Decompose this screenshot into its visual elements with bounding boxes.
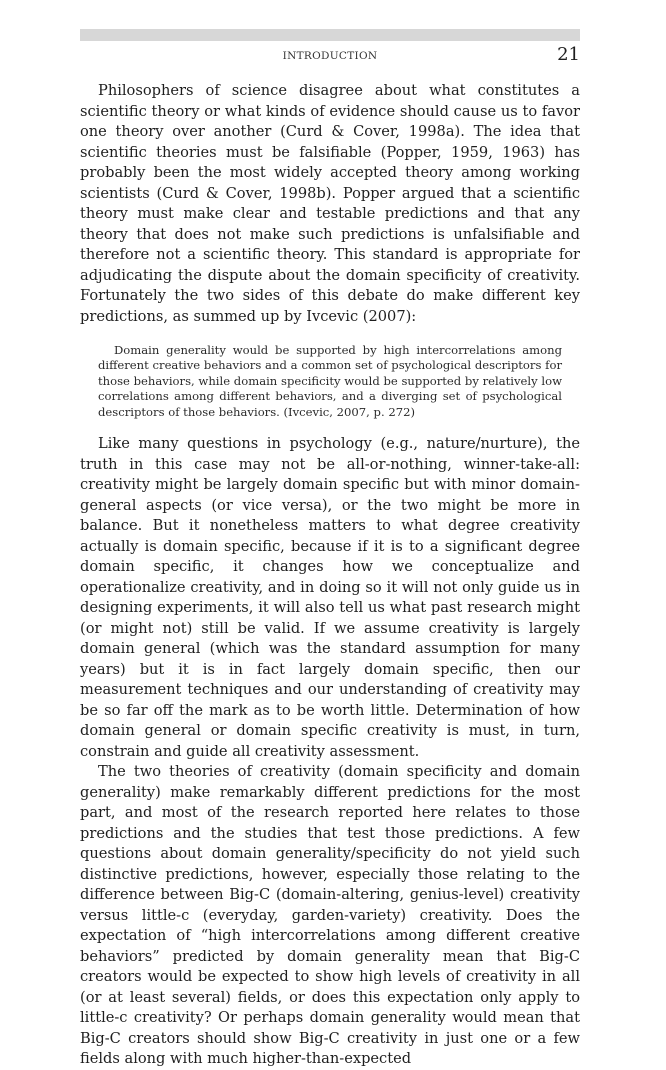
running-head: INTRODUCTION	[282, 50, 378, 62]
page-number: 21	[557, 44, 580, 65]
header-rule	[80, 29, 580, 41]
body-paragraph-1: Philosophers of science disagree about what constitutes a scientific theory or what kinds of evidence should cause us to favor one theory over another (Curd & Cover, 1998a). The idea that scientific theories must be falsifiable (Popper, 1959, 1963) has probably been the most widely accepted theory among working scientists (Curd & Cover, 1998b). Popper argued that a scientific theory must make clear and testable predictions and that any theory that does not make such predictions is unfalsifiable and therefore not a scientific theory. This standard is appropriate for adjudicating the dispute about the domain specificity of creativity. Fortunately the two sides of this debate do make different key predictions, as summed up by Ivcevic (2007):	[80, 82, 580, 325]
page-body	[80, 81, 580, 1070]
page-header	[80, 44, 580, 68]
body-paragraph-2: Like many questions in psychology (e.g., nature/nurture), the truth in this case may not be all-or-nothing, winner-take-all: creativity might be largely domain specific but with minor domain-general aspects (or vice versa), or the two might be more in balance. But it nonetheless matters to what degree creativity actually is domain specific, because if it is to a significant degree domain specific, it changes how we conceptualize and operationalize creativity, and in doing so it will not only guide us in designing experiments, it will also tell us what past research might (or might not) still be valid. If we assume creativity is largely domain general (which was the standard assumption for many years) but it is in fact largely domain specific, then our measurement techniques and our understanding of creativity may be so far off the mark as to be worth little. Determination of how domain general or domain specific creativity is must, in turn, constrain and guide all creativity assessment.	[80, 435, 580, 760]
block-quote: Domain generality would be supported by high intercorrelations among different creative behaviors and a common set of psychological descriptors for those behaviors, while domain specificity would be supported by relatively low correlations among different behaviors, and a diverging set of psychological descriptors of those behaviors. (Ivcevic, 2007, p. 272)	[98, 343, 562, 419]
body-paragraph-3: The two theories of creativity (domain specificity and domain generality) make remarkably different predictions for the most part, and most of the research reported here relates to those predictions and the studies that test those predictions. A few questions about domain generality/specificity do not yield such distinctive predictions, however, especially those relating to the difference between Big-C (domain-altering, genius-level) creativity versus little-c (everyday, garden-variety) creativity. Does the expectation of “high intercorrelations among different creative behaviors” predicted by domain generality mean that Big-C creators would be expected to show high levels of creativity in all (or at least several) fields, or does this expectation only apply to little-c creativity? Or perhaps domain generality would mean that Big-C creators should show Big-C creativity in just one or a few fields along with much higher-than-expected	[80, 763, 580, 1068]
